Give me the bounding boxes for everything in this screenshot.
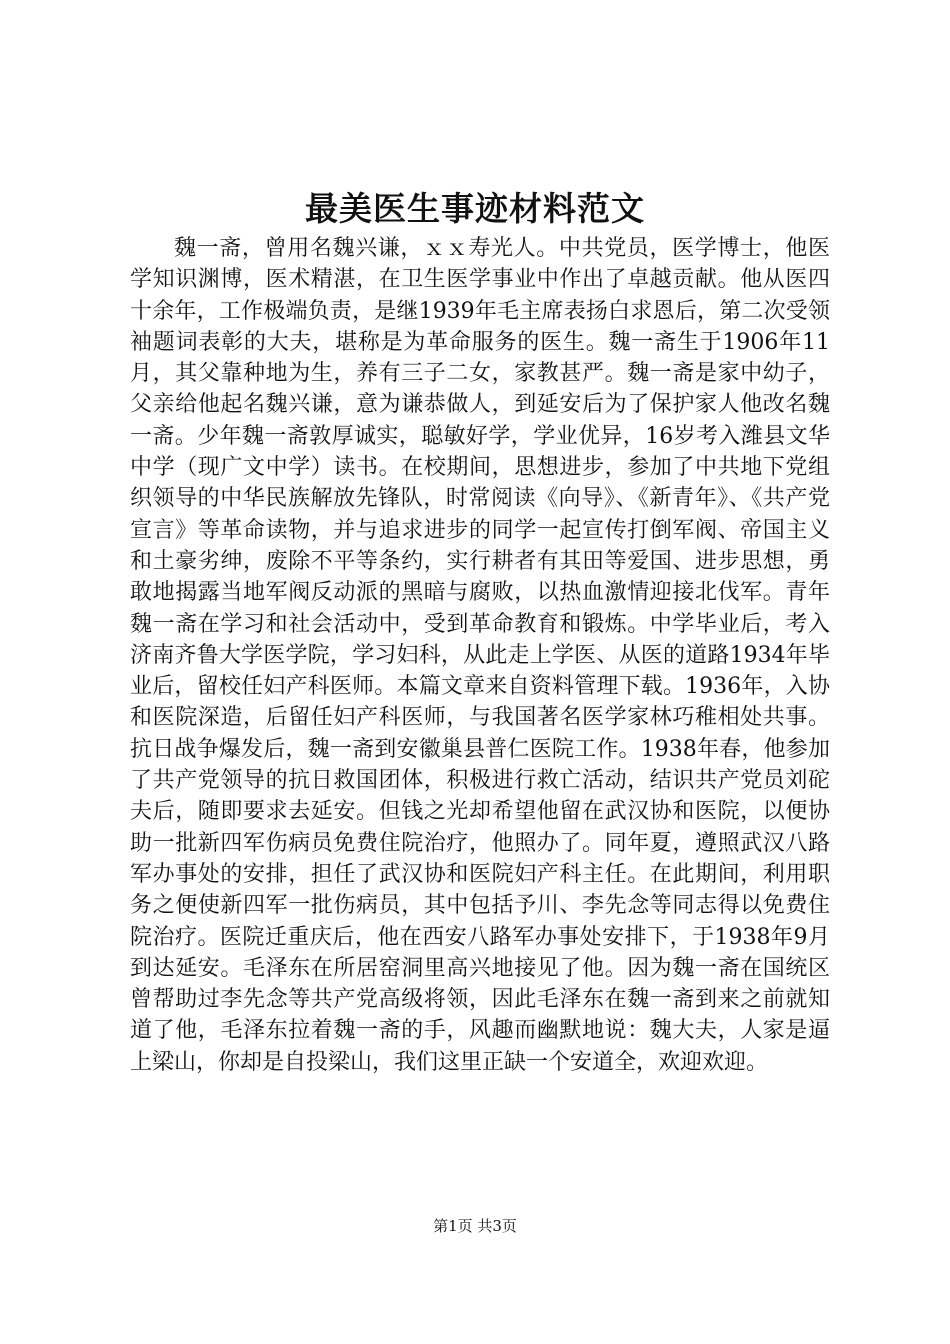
document-title: 最美医生事迹材料范文 (305, 189, 645, 228)
document-body-paragraph: 魏一斋，曾用名魏兴谦，ｘｘ寿光人。中共党员，医学博士，他医学知识渊博，医术精湛，在卫生医学事业中作出了卓越贡献。他从医四十余年，工作极端负责，是继1939年毛主席表扬白求恩后，第二次受领袖题词表彰的大夫，堪称是为革命服务的医生。魏一斋生于1906年11月，其父靠种地为生，养有三子二女，家教甚严。魏一斋是家中幼子，父亲给他起名魏兴谦，意为谦恭做人，到延安后为了保护家人他改名魏一斋。少年魏一斋敦厚诚实，聪敏好学，学业优异，16岁考入潍县文华中学（现广文中学）读书。在校期间，思想进步，参加了中共地下党组织领导的中华民族解放先锋队，时常阅读《向导》、《新青年》、《共产党宣言》等革命读物，并与追求进步的同学一起宣传打倒军阀、帝国主义和土豪劣绅，废除不平等条约，实行耕者有其田等爱国、进步思想，勇敢地揭露当地军阀反动派的黑暗与腐败，以热血激情迎接北伐军。青年魏一斋在学习和社会活动中，受到革命教育和锻炼。中学毕业后，考入济南齐鲁大学医学院，学习妇科，从此走上学医、从医的道路1934年毕业后，留校任妇产科医师。本篇文章来自资料管理下载。1936年，入协和医院深造，后留任妇产科医师，与我国著名医学家林巧稚相处共事。抗日战争爆发后，魏一斋到安徽巢县普仁医院工作。1938年春，他参加了共产党领导的抗日救国团体，积极进行救亡活动，结识共产党员刘砣夫后，随即要求去延安。但钱之光却希望他留在武汉协和医院，以便协助一批新四军伤病员免费住院治疗，他照办了。同年夏，遵照武汉八路军办事处的安排，担任了武汉协和医院妇产科主任。在此期间，利用职务之便使新四军一批伤病员，其中包括予川、李先念等同志得以免费住院治疗。医院迁重庆后，他在西安八路军办事处安排下，于1938年9月到达延安。毛泽东在所居窑洞里高兴地接见了他。因为魏一斋在国统区曾帮助过李先念等共产党高级将领，因此毛泽东在魏一斋到来之前就知道了他，毛泽东拉着魏一斋的手，风趣而幽默地说：魏大夫，人家是逼上梁山，你却是自投梁山，我们这里正缺一个安道全，欢迎欢迎。 (130, 236, 830, 1075)
page-number-footer: 第1页 共3页 (433, 1217, 517, 1235)
